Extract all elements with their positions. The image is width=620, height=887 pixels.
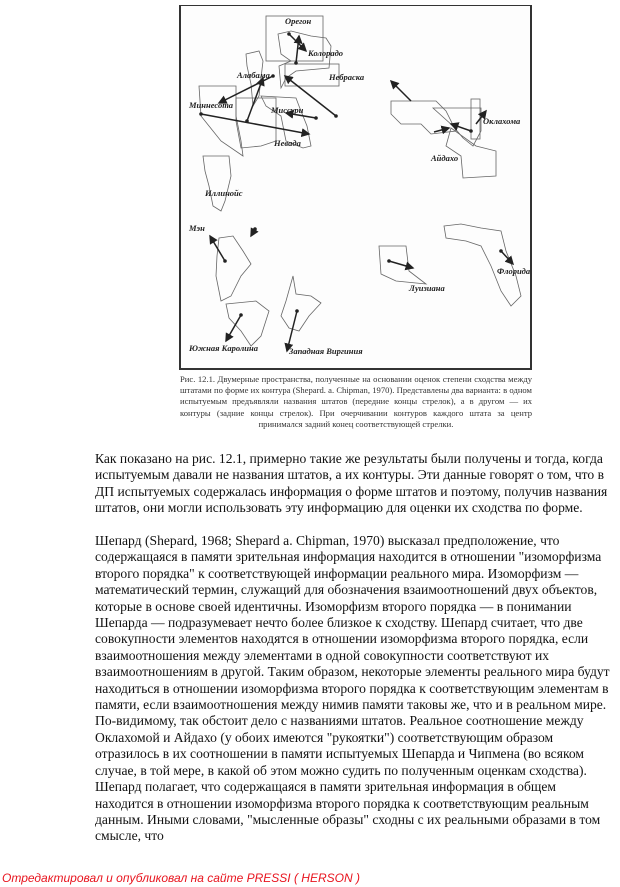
label-nevada: Невада [274, 138, 301, 148]
label-florida: Флорида [497, 266, 531, 276]
label-idaho: Айдахо [431, 153, 459, 163]
state-shapes-map [181, 6, 532, 370]
label-maine: Мэн [189, 223, 205, 233]
body-text [95, 451, 615, 861]
paragraph-1: Как показано на рис. 12.1, примерно такие же результаты были получены и тогда, когда испытуемым давали не названия штатов, а их контуры. Эти данные говорят о том, что в ДП испытуемых содержалась информация о форме штатов и поэтому, получив названия штатов, они могли использовать эту информацию для оценки их сходства по форме. [95, 451, 608, 516]
label-minnesota: Миннесота [189, 100, 234, 110]
label-alabama: Алабама [237, 70, 270, 80]
label-nebraska: Небраска [329, 72, 365, 82]
figure-12-1 [179, 5, 532, 370]
paragraph-2: Шепард (Shepard, 1968; Shepard a. Chipman, 1970) высказал предположение, что содержащаяся в памяти зрительная информация находится в отношении "изоморфизма второго порядка" к соответствующей информации реального мира. Изоморфизм — математический термин, служащий для обозначения взаимоотношений двух объектов, которые в основе своей идентичны. Изоморфизм второго порядка — в понимании Шепарда — подразумевает нечто более близкое к сходству. Шепард считает, что две совокупности элементов находятся в отношении изоморфизма второго порядка, если взаимоотношения между элементами в одной совокупности соответствуют их взаимоотношениям в другой. Таким образом, некоторые элементы реального мира будут находиться в отношении изоморфизма второго порядка к соответствующим элементам в памяти, если взаимоотношения между нимив памяти таковы же, что и в реальном мире. По-видимому, так обстоит дело с названиями штатов. Реальное соотношение между Оклахомой и Айдахо (у обоих имеются "рукоятки") соответствующим образом отразилось в их соотношении в памяти испытуемых Шепарда и Чипмена (во всяком случае, в той мере, в какой об этом можно судить по полученным оценкам сходства). Шепард полагает, что содержащаяся в памяти зрительная информация в общем находится в отношении изоморфизма второго порядка к соответствующим реальным данным. Иными словами, "мысленные образы" сходны с их реальными образами в том смысле, что [95, 533, 610, 844]
label-oklahoma: Оклахома [483, 116, 521, 126]
label-west-virginia: Западная Виргиния [289, 346, 363, 356]
label-colorado: Колорадо [308, 48, 344, 58]
label-south-carolina: Южная Каролина [189, 343, 258, 353]
label-louisiana: Луизиана [409, 283, 445, 293]
label-illinois: Иллинойс [205, 188, 243, 198]
footer-credit: Отредактировал и опубликовал на сайте PRESSI ( HERSON ) [2, 871, 360, 885]
label-missouri: Миссури [271, 105, 304, 115]
figure-caption: Рис. 12.1. Двумерные пространства, полученные на основании оценок степени сходства между штатами по форме их контура (Shepard. a. Chipman, 1970). Представлены два варианта: в одном испытуемым предъявляли названия штатов (передние концы стрелок), а в другом — их контуры (задние концы стрелок). При очерчивании контуров каждого штата за центр принимался задний конец соответствующей стрелки. [180, 374, 532, 429]
label-oregon: Орегон [285, 16, 312, 26]
